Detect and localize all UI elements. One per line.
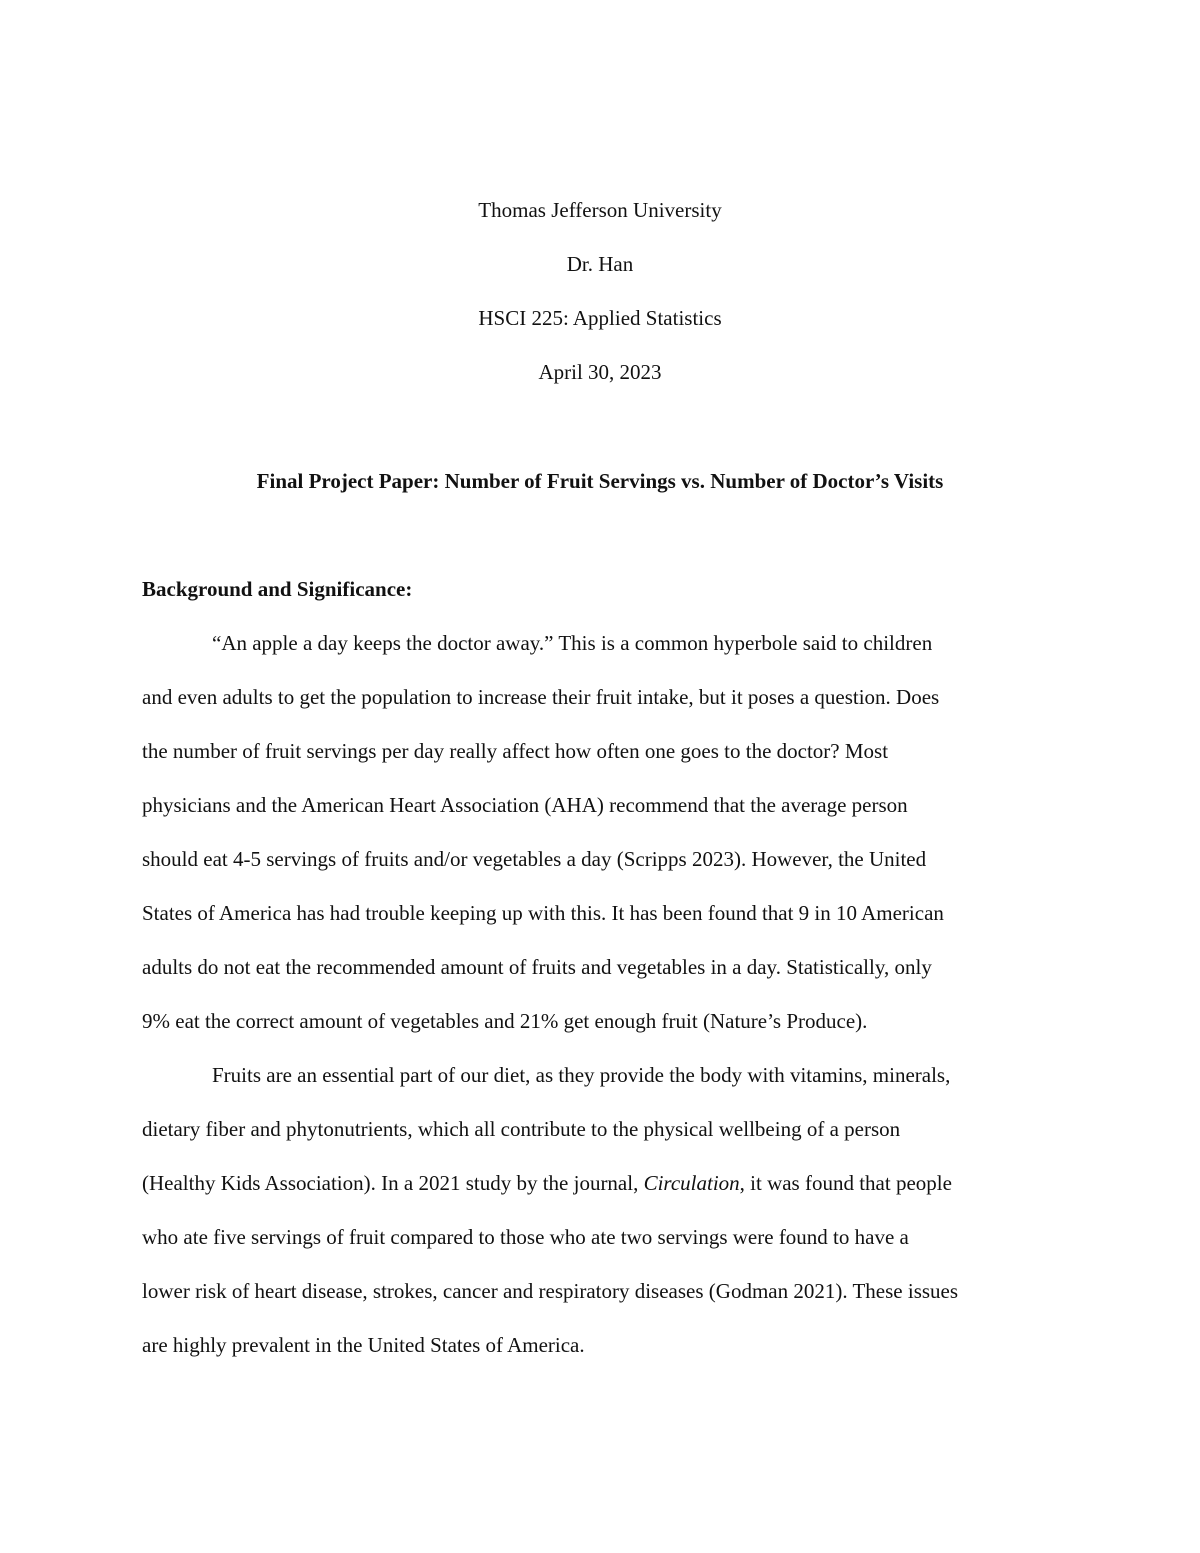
- paragraph-line: should eat 4-5 servings of fruits and/or vegetables a day (Scripps 2023). However, the United: [142, 847, 927, 871]
- paragraph-line: are highly prevalent in the United States of America.: [142, 1333, 585, 1357]
- paragraph-text: , it was found that people: [739, 1171, 952, 1195]
- section-heading: Background and Significance:: [142, 577, 413, 601]
- paragraph-line: physicians and the American Heart Association (AHA) recommend that the average person: [142, 793, 908, 817]
- paragraph-line: [142, 1170, 952, 1196]
- paragraph-line: States of America has had trouble keeping up with this. It has been found that 9 in 10 American: [142, 901, 944, 925]
- paragraph-line: adults do not eat the recommended amount of fruits and vegetables in a day. Statistically, only: [142, 955, 932, 979]
- paper-date: April 30, 2023: [538, 360, 662, 384]
- journal-title: Circulation: [643, 1171, 740, 1195]
- paragraph-line: “An apple a day keeps the doctor away.” This is a common hyperbole said to children: [212, 631, 933, 655]
- paragraph-text: (Healthy Kids Association). In a 2021 study by the journal,: [142, 1171, 644, 1195]
- course-name: HSCI 225: Applied Statistics: [478, 306, 722, 330]
- paragraph-line: and even adults to get the population to increase their fruit intake, but it poses a question. Does: [142, 685, 940, 709]
- paragraph-line: dietary fiber and phytonutrients, which all contribute to the physical wellbeing of a person: [142, 1117, 901, 1141]
- paragraph-line: who ate five servings of fruit compared to those who ate two servings were found to have a: [142, 1225, 909, 1249]
- paragraph-line: lower risk of heart disease, strokes, cancer and respiratory diseases (Godman 2021). These issues: [142, 1279, 959, 1303]
- paragraph-line: Fruits are an essential part of our diet, as they provide the body with vitamins, minerals,: [212, 1063, 951, 1087]
- paragraph-line: the number of fruit servings per day really affect how often one goes to the doctor? Most: [142, 739, 889, 763]
- paper-title: Final Project Paper: Number of Fruit Servings vs. Number of Doctor’s Visits: [256, 469, 944, 493]
- paragraph-line: 9% eat the correct amount of vegetables and 21% get enough fruit (Nature’s Produce).: [142, 1009, 868, 1033]
- institution-name: Thomas Jefferson University: [478, 198, 722, 222]
- instructor-name: Dr. Han: [566, 252, 634, 276]
